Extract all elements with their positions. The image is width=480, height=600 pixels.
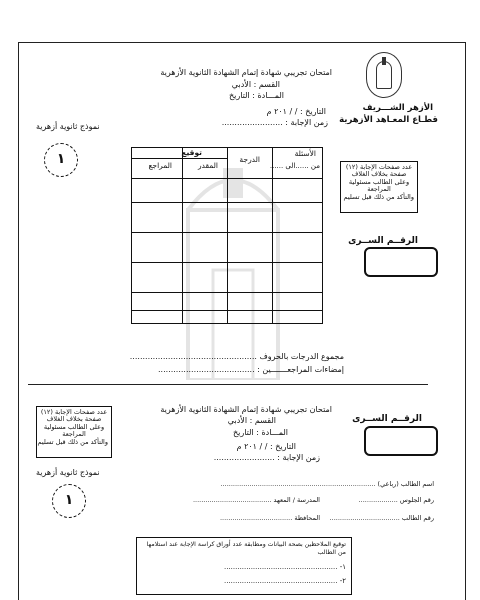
pages-note-line: وعلى الطالب مسئولية: [348, 177, 410, 186]
col-from-to: من ......الى ......: [269, 162, 320, 170]
col-questions: الأسئلة: [294, 149, 316, 158]
model-number-badge-bottom: ١: [52, 484, 86, 518]
student-name-field[interactable]: اسم الطالب (رباعي) ...........................................................................: [220, 480, 434, 488]
pages-note-box-bottom: [36, 406, 112, 458]
pages-note-line: المراجعة: [367, 185, 391, 194]
exam-subject: المـــادة : التاريخ: [228, 91, 284, 100]
seat-number-field[interactable]: رقم الجلوس ...................: [358, 496, 434, 504]
pages-note-line: صفحة بخلاف الغلاف: [46, 415, 102, 424]
exam-section: القسم : الأدبي: [231, 80, 280, 89]
exam-title: امتحان تجريبي شهادة إتمام الشهادة الثانوية الأزهرية: [160, 68, 332, 77]
pages-note-line: صفحة بخلاف الغلاف: [351, 170, 407, 179]
col-grade: الدرجة: [239, 155, 260, 164]
observer-line-1[interactable]: ١- ...................................................: [224, 563, 346, 572]
exam-title-bottom: امتحان تجريبي شهادة إتمام الشهادة الثانوية الأزهرية: [160, 405, 332, 414]
secret-number-label-bottom: الرقــم الســرى: [352, 414, 422, 424]
col-signature: توقيع: [181, 148, 202, 157]
exam-date[interactable]: التاريخ : / / ٢٠١ م: [266, 107, 326, 116]
observers-box: [136, 537, 352, 595]
exam-subject-bottom: المـــادة : التاريخ: [232, 428, 288, 437]
student-number-field[interactable]: رقم الطالب ..................................: [329, 514, 434, 522]
model-label: نموذج ثانوية أزهرية: [36, 122, 100, 131]
pages-note-line: عدد صفحات الإجابة (١٢): [345, 163, 413, 171]
reviewers-signatures[interactable]: إمضاءات المراجعـــــــين : ......................................: [158, 365, 344, 374]
exam-time-bottom[interactable]: زمن الإجابة : ........................: [213, 453, 320, 462]
institution-name: الأزهر الشـــريف: [362, 103, 433, 113]
governorate-field[interactable]: المحافظة ...................................: [219, 514, 320, 522]
school-field[interactable]: المدرسة / المعهد ......................................: [192, 496, 320, 504]
pages-note-box: [340, 161, 418, 213]
grades-in-words[interactable]: مجموع الدرجات بالحروف ..................................................: [129, 352, 344, 361]
observers-text: توقيع الملاحظين بصحة البيانات ومطابقة عدد أوراق كراسة الإجابة عند استلامها من الطالب: [146, 541, 346, 557]
pages-note-line: المراجعة: [62, 430, 86, 439]
pages-note-line: والتأكد من ذلك قبل تسليم: [343, 192, 414, 201]
secret-number-box-bottom[interactable]: [364, 426, 438, 456]
secret-number-box[interactable]: [364, 247, 438, 277]
section-divider: [28, 384, 428, 385]
exam-time[interactable]: زمن الإجابة : ........................: [221, 118, 328, 127]
model-label-bottom: نموذج ثانوية أزهرية: [36, 468, 100, 477]
col-reviewer: المراجع: [148, 161, 172, 170]
institution-sector: قطـاع المعـاهد الأزهرية: [339, 115, 438, 125]
pages-note-line: عدد صفحات الإجابة (١٢): [40, 408, 108, 416]
exam-date-bottom[interactable]: التاريخ : / / ٢٠١ م: [236, 442, 296, 451]
exam-section-bottom: القسم : الأدبي: [227, 416, 276, 425]
grade-table: [131, 147, 323, 324]
azhar-seal-icon: [366, 52, 402, 98]
observer-line-2[interactable]: ٢- ...................................................: [224, 577, 346, 586]
col-estimator: المقدر: [197, 161, 218, 170]
model-number-badge: ١: [44, 143, 78, 177]
pages-note-line: وعلى الطالب مسئولية: [43, 422, 105, 431]
secret-number-label: الرقــم الســرى: [348, 236, 418, 246]
pages-note-line: والتأكد من ذلك قبل تسليم: [37, 437, 108, 446]
